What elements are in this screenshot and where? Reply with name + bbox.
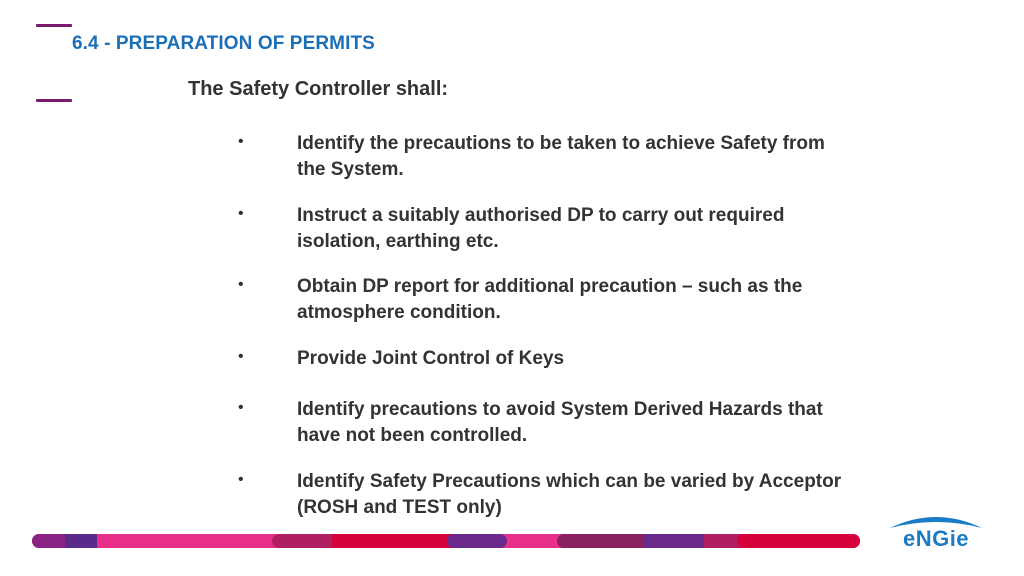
slide-subtitle: The Safety Controller shall: [188,78,449,100]
logo-text: eNGie [902,526,970,551]
bullet-icon: • [238,133,244,150]
footer-segment [737,534,860,548]
bullet-text: Obtain DP report for additional precaution – such as the atmosphere condition. [297,276,803,323]
slide-title: 6.4 - PREPARATION OF PERMITS [72,33,375,54]
bullet-text: Provide Joint Control of Keys [297,348,565,369]
footer-segment [644,534,704,548]
accent-line-bottom [36,99,72,102]
bullet-text: Identify the precautions to be taken to achieve Safety from the System. [297,133,825,180]
bullet-icon: • [238,348,244,365]
bullet-icon: • [238,471,244,488]
bullet-icon: • [238,399,244,416]
engie-logo [884,514,988,554]
bullet-text: Identify Safety Precautions which can be varied by Acceptor (ROSH and TEST only) [297,471,842,518]
bullet-text: Instruct a suitably authorised DP to carry out required isolation, earthing etc. [297,205,785,252]
bullet-text: Identify precautions to avoid System Derived Hazards that have not been controlled. [297,399,823,446]
footer-segment [272,534,342,548]
footer-color-bar [32,534,860,548]
bullet-icon: • [238,276,244,293]
accent-line-top [36,24,72,27]
bullet-icon: • [238,205,244,222]
footer-segment [447,534,507,548]
footer-segment [65,534,97,548]
footer-segment [332,534,452,548]
